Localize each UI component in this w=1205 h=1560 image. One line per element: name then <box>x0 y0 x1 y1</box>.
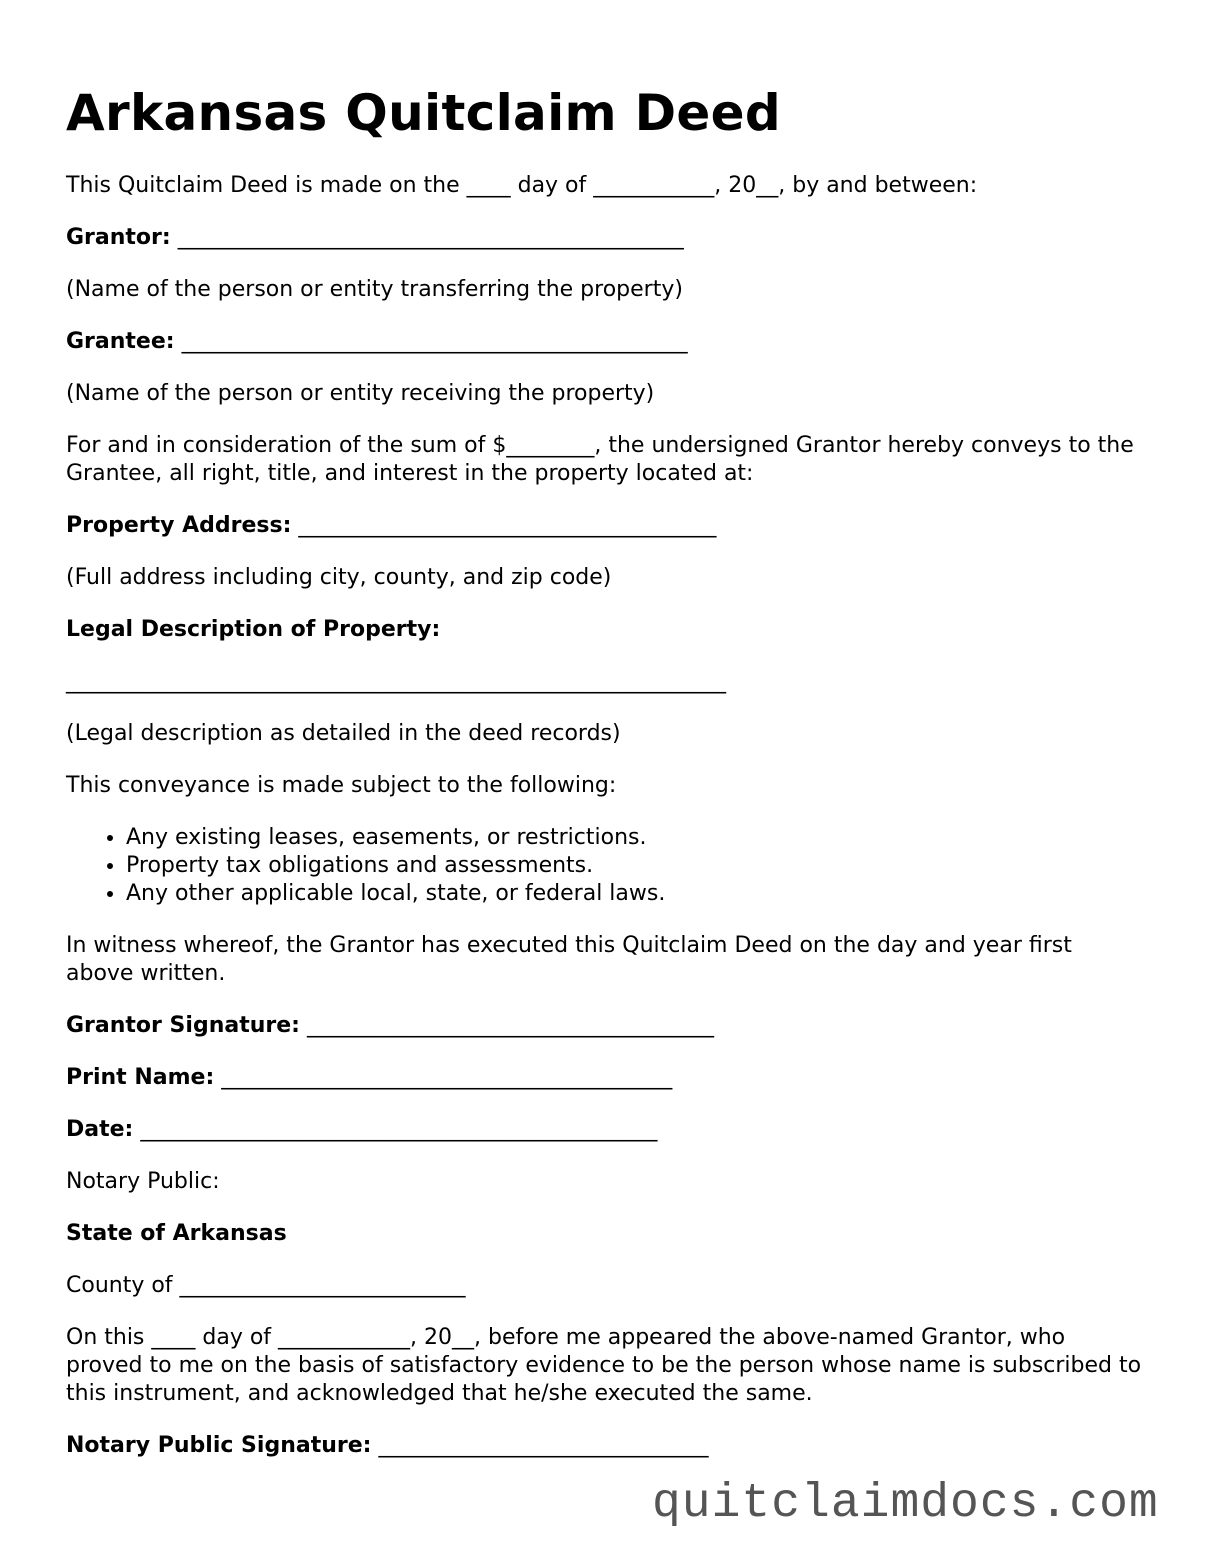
grantor-label: Grantor: <box>66 225 171 250</box>
grantor-signature-blank[interactable]: _____________________________________ <box>299 1013 714 1038</box>
print-name-blank[interactable]: _________________________________________ <box>214 1065 673 1090</box>
legal-description-note: (Legal description as detailed in the deed records) <box>66 721 621 746</box>
acknowledgment-text: On this ____ day of ____________, 20__, before me appeared the above-named Grantor, who proved to me on the basis of satisfactory evidence to be the person whose name is subscribed to this instrument, and acknowledged that he/she executed the same. <box>66 1325 1142 1406</box>
grantee-blank[interactable]: ______________________________________________ <box>174 329 688 354</box>
conditions-list <box>66 824 1146 908</box>
date-label: Date: <box>66 1117 134 1142</box>
list-item: • Any existing leases, easements, or restrictions. <box>126 824 1146 852</box>
legal-description-blank[interactable]: ____________________________________________________________ <box>66 669 726 694</box>
grantor-signature-field <box>66 1012 1146 1040</box>
watermark-text: quitclaimdocs.com <box>652 1477 1159 1531</box>
date-blank[interactable]: _______________________________________________ <box>133 1117 658 1142</box>
grantee-label: Grantee: <box>66 329 175 354</box>
document-title: Arkansas Quitclaim Deed <box>66 84 781 142</box>
witness-text: In witness whereof, the Grantor has executed this Quitclaim Deed on the day and year first above written. <box>66 933 1072 986</box>
grantee-field <box>66 328 1146 356</box>
grantor-signature-label: Grantor Signature: <box>66 1013 300 1038</box>
property-address-note: (Full address including city, county, and zip code) <box>66 565 612 590</box>
grantor-blank[interactable]: ______________________________________________ <box>170 225 684 250</box>
legal-description-label: Legal Description of Property: <box>66 617 441 642</box>
grantee-note: (Name of the person or entity receiving the property) <box>66 381 655 406</box>
property-address-blank[interactable]: ______________________________________ <box>291 513 717 538</box>
property-address-label: Property Address: <box>66 513 292 538</box>
consideration-text: For and in consideration of the sum of $________, the undersigned Grantor hereby conveys to the Grantee, all right, title, and interest in the property located at: <box>66 433 1134 486</box>
print-name-field <box>66 1064 1146 1092</box>
notary-label: Notary Public: <box>66 1169 220 1194</box>
intro-text: This Quitclaim Deed is made on the ____ day of ___________, 20__, by and between: <box>66 173 978 198</box>
date-field <box>66 1116 1146 1144</box>
list-item: • Any other applicable local, state, or federal laws. <box>126 880 1146 908</box>
notary-signature-field <box>66 1432 1146 1460</box>
notary-signature-blank[interactable]: ______________________________ <box>371 1433 709 1458</box>
notary-signature-label: Notary Public Signature: <box>66 1433 372 1458</box>
document-page <box>66 82 1146 1460</box>
list-item: • Property tax obligations and assessments. <box>126 852 1146 880</box>
grantor-field <box>66 224 1146 252</box>
grantor-note: (Name of the person or entity transferring the property) <box>66 277 683 302</box>
print-name-label: Print Name: <box>66 1065 215 1090</box>
county-field[interactable]: County of __________________________ <box>66 1273 466 1298</box>
state-heading: State of Arkansas <box>66 1221 287 1246</box>
property-address-field <box>66 512 1146 540</box>
subject-intro: This conveyance is made subject to the following: <box>66 773 617 798</box>
